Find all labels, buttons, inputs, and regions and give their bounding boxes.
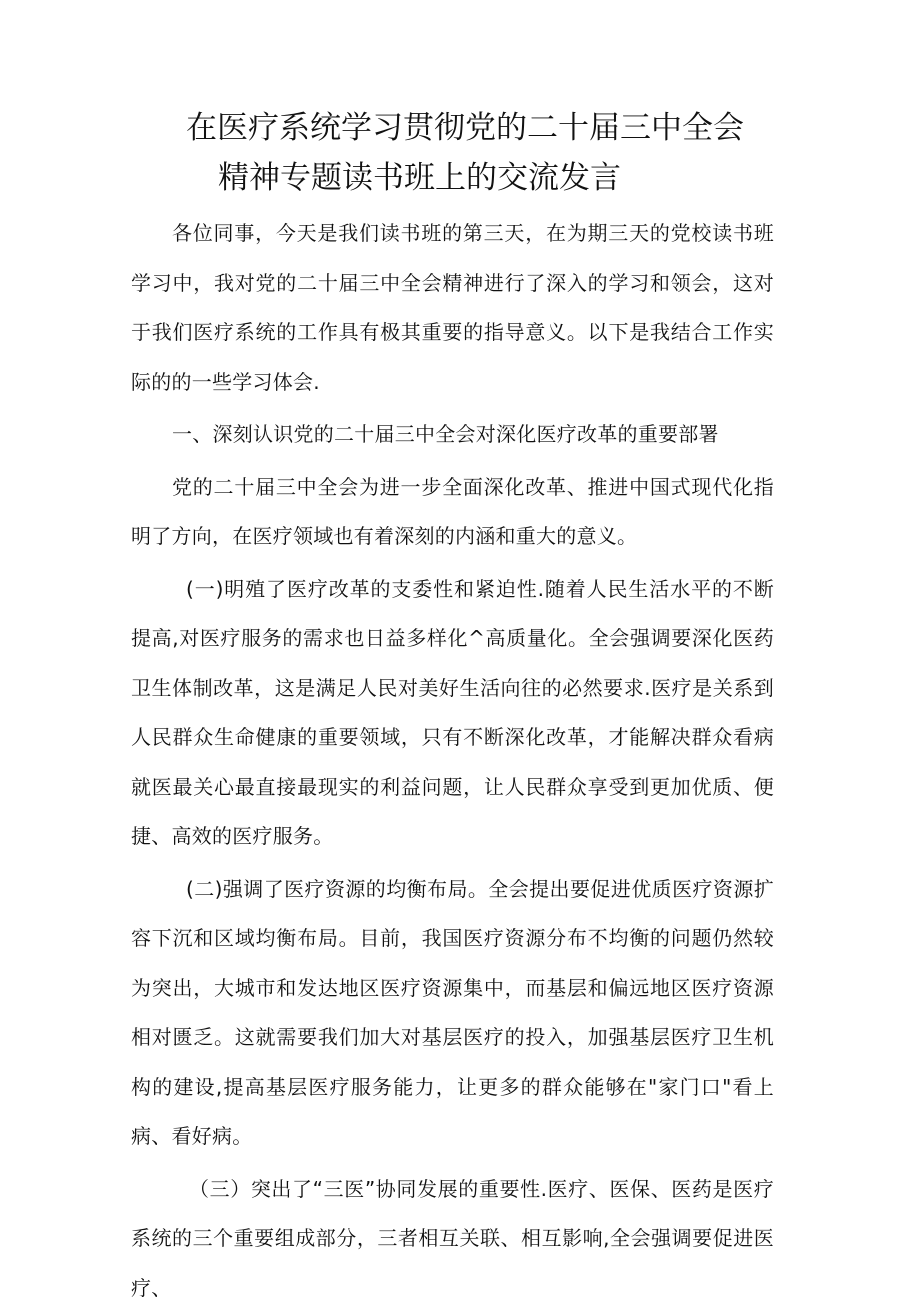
paragraph-point-1: (一)明殖了医疗改革的支委性和紧迫性.随着人民生活水平的不断提高,对医疗服务的需求也日益多样化^高质量化。全会强调要深化医药卫生体制改革，这是满足人民对美好生活向往的必然要求.医疗是关系到人民群众生命健康的重要领域，只有不断深化改革，才能解决群众看病就医最关心最直接最现实的利益问题，让人民群众享受到更加优质、便捷、高效的医疗服务。 — [131, 565, 774, 862]
document-body — [131, 209, 774, 1313]
paragraph-intro: 各位同事，今天是我们读书班的第三天，在为期三天的党校读书班学习中，我对党的二十届三中全会精神进行了深入的学习和领会，这对于我们医疗系统的工作具有极其重要的指导意义。以下是我结合工作实际的的一些学习体会. — [131, 209, 774, 407]
paragraph-point-3: （三）突出了“三医”协同发展的重要性.医疗、医保、医药是医疗系统的三个重要组成部分，三者相互关联、相互影响,全会强调要促进医疗、 — [131, 1165, 774, 1313]
document-title-line-1: 在医疗系统学习贯彻党的二十届三中全会 — [0, 107, 920, 149]
paragraph-section-1-intro: 党的二十届三中全会为进一步全面深化改革、推进中国式现代化指明了方向，在医疗领域也有着深刻的内涵和重大的意义。 — [131, 463, 774, 562]
document-title-line-2: 精神专题读书班上的交流发言 — [0, 157, 920, 199]
paragraph-point-2: (二)强调了医疗资源的均衡布局。全会提出要促进优质医疗资源扩容下沉和区域均衡布局。目前，我国医疗资源分布不均衡的问题仍然较为突出，大城市和发达地区医疗资源集中，而基层和偏远地区医疗资源相对匮乏。这就需要我们加大对基层医疗的投入，加强基层医疗卫生机构的建设,提高基层医疗服务能力，让更多的群众能够在"家门口"看上病、看好病。 — [131, 865, 774, 1162]
section-heading-1: 一、深刻认识党的二十届三中全会对深化医疗改革的重要部署 — [131, 410, 774, 460]
